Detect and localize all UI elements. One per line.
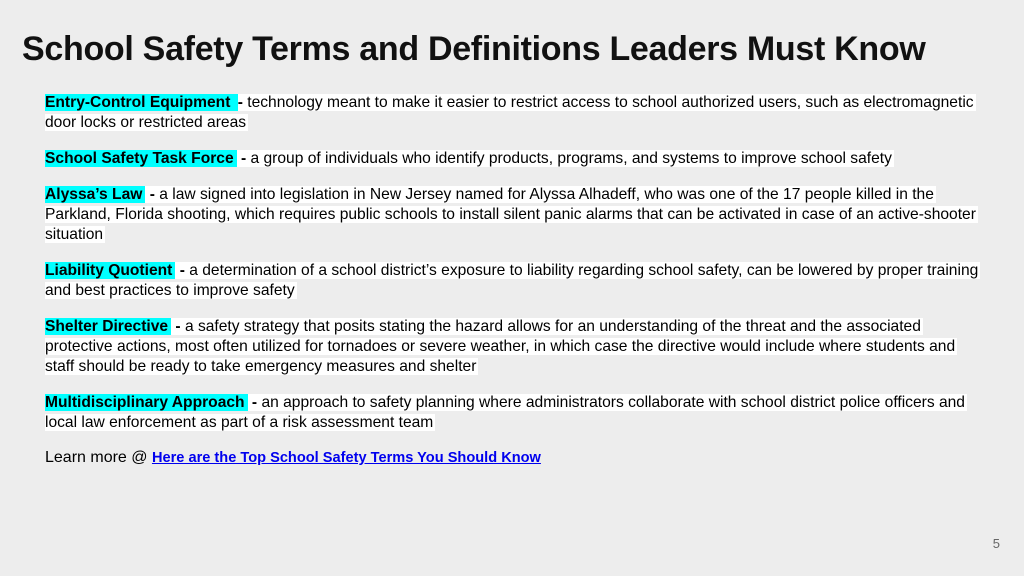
term-separator: - xyxy=(145,186,160,203)
term-label: Alyssa’s Law xyxy=(45,186,145,203)
term-separator: - xyxy=(247,394,262,411)
learn-more-prefix: Learn more @ xyxy=(45,449,152,466)
term-item-shelter-directive xyxy=(45,317,985,377)
term-item-liability-quotient xyxy=(45,261,985,301)
term-item-alyssas-law xyxy=(45,185,985,245)
term-definition: an approach to safety planning where administrators collaborate with school district police officers and local law enforcement as part of a risk assessment team xyxy=(45,394,965,431)
term-item-entry-control-equipment xyxy=(45,93,985,133)
term-definition: a law signed into legislation in New Jersey named for Alyssa Alhadeff, who was one of the 17 people killed in the Parkland, Florida shooting, which requires public schools to install silent panic alarms that can be activated in case of an active-shooter situation xyxy=(45,186,976,243)
learn-more-link[interactable]: Here are the Top School Safety Terms You Should Know xyxy=(151,450,541,466)
term-definition: a group of individuals who identify products, programs, and systems to improve school safety xyxy=(250,150,892,167)
term-definition: technology meant to make it easier to restrict access to school authorized users, such as electromagnetic door locks or restricted areas xyxy=(45,94,974,131)
term-label: Shelter Directive xyxy=(45,318,171,335)
page-number: 5 xyxy=(992,536,1000,551)
term-separator: - xyxy=(236,150,251,167)
term-label: Multidisciplinary Approach xyxy=(45,394,248,411)
term-label: Entry-Control Equipment xyxy=(45,94,238,111)
term-separator: - xyxy=(237,94,248,111)
term-item-school-safety-task-force xyxy=(45,149,985,169)
term-label: School Safety Task Force xyxy=(45,150,237,167)
term-label: Liability Quotient xyxy=(45,262,175,279)
learn-more-line xyxy=(45,448,541,468)
term-definition: a safety strategy that posits stating the hazard allows for an understanding of the threat and the associated protective actions, most often utilized for tornadoes or severe weather, in which case the directive would include where students and staff should be ready to take emergency measures and shelter xyxy=(45,318,956,375)
term-separator: - xyxy=(175,262,190,279)
term-definition: a determination of a school district’s exposure to liability regarding school safety, can be lowered by proper training and best practices to improve safety xyxy=(45,262,979,299)
term-list xyxy=(45,93,985,449)
term-separator: - xyxy=(171,318,185,335)
term-item-multidisciplinary-approach xyxy=(45,393,985,433)
slide-title: School Safety Terms and Definitions Leaders Must Know xyxy=(22,30,926,68)
